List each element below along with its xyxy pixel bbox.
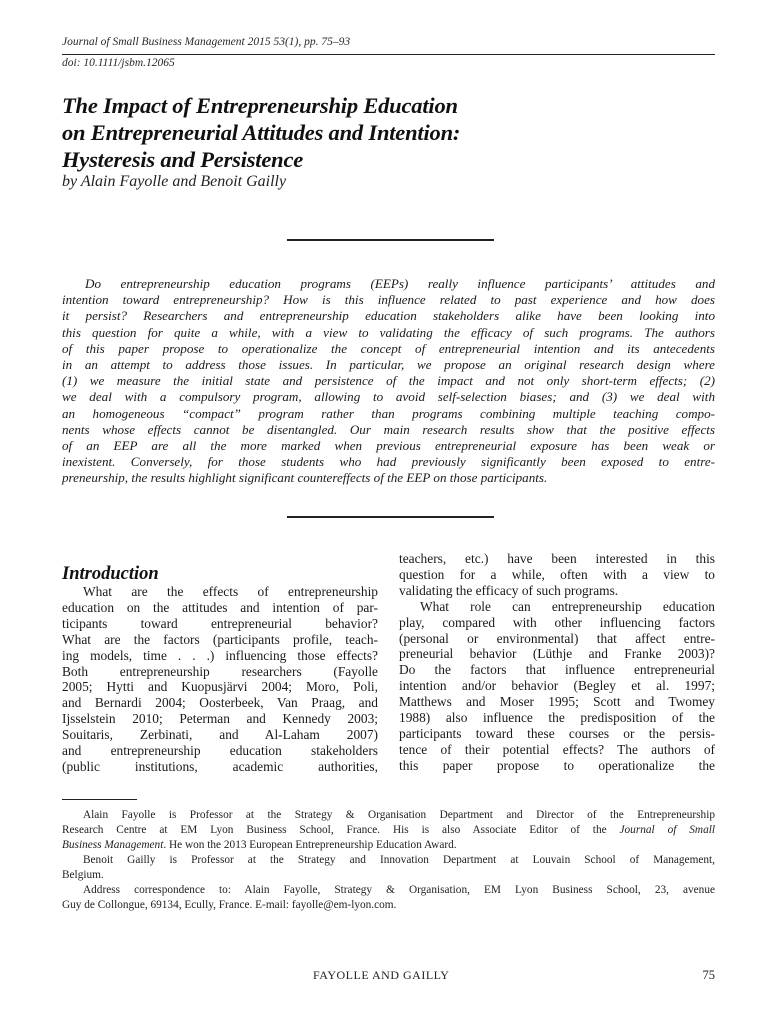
body-line: tence of their potential effects? The authors of [399,741,715,757]
body-line: (personal or environmental) that affect entre- [399,630,715,646]
abstract-line: preneurship, the results highlight significant countereffects of the EEP on those participants. [62,470,548,486]
body-line: education on the attitudes and intention of par- [62,599,378,615]
abstract-line: (1) we measure the initial state and persistence of the impact and not only short-term effects; (2) [62,373,715,389]
body-line: What are the factors (participants profile, teach- [62,631,378,647]
body-line: preneurial behavior (Lüthje and Franke 2003)? [399,646,715,662]
body-line: participants toward these courses or the persis- [399,725,715,741]
body-line: What role can entrepreneurship education [420,598,715,614]
body-line: validating the efficacy of such programs. [399,582,619,598]
body-line: question for a while, often with a view to [399,566,715,582]
title-line: The Impact of Entrepreneurship Education [62,93,458,118]
footnote-line: Belgium. [62,869,104,881]
body-line: ticipants toward entrepreneurial behavior? [62,615,378,631]
body-line: Souitaris, Zerbinati, and Al-Laham 2007) [62,727,378,743]
footnote-line [62,823,715,838]
running-head: FAYOLLE AND GAILLY [313,968,450,982]
journal-name-italic: Business Management [62,839,164,851]
body-column-left [62,564,378,775]
title-line: Hysteresis and Persistence [62,147,304,172]
footnote-line: Guy de Collongue, 69134, Ecully, France. E-mail: fayolle@em-lyon.com. [62,899,397,911]
abstract-line: of this paper propose to operationalize the concept of entrepreneurial intention and its antecedents [62,340,715,356]
abstract-line: nents whose effects cannot be disentangled. Our main research results show that the positive effects [62,421,715,437]
doi: doi: 10.1111/jsbm.12065 [62,57,175,69]
body-line: play, compared with other influencing factors [399,614,715,630]
title-line: on Entrepreneurial Attitudes and Intention: [62,120,461,145]
body-line: and entrepreneurship education stakeholders [62,743,378,759]
body-line: this paper propose to operationalize the [399,757,715,773]
body-line: Do the factors that influence entrepreneurial [399,662,715,678]
body-line: ing models, time . . .) influencing those effects? [62,647,378,663]
footnote-line: Benoit Gailly is Professor at the Strategy and Innovation Department at Louvain School of Management, [83,854,715,866]
abstract-line: we deal with a compulsory program, allowing to avoid self-selection biases; and (3) we deal with [62,389,715,405]
body-line: (public institutions, academic authorities, [62,758,378,774]
footnote-line: Address correspondence to: Alain Fayolle, Strategy & Organisation, EM Lyon Business School, 23, avenue [83,884,715,896]
footnote-line: Alain Fayolle is Professor at the Strategy & Organisation Department and Director of the Entrepreneurship [83,809,715,821]
abstract-line: in an attempt to address those issues. In particular, we propose an original research design where [62,357,715,373]
journal-name-italic: Journal of Small [619,824,715,836]
abstract-line: Do entrepreneurship education programs (EEPs) really influence participants’ attitudes and [85,276,715,291]
body-line: Both entrepreneurship researchers (Fayolle [62,663,378,679]
body-line: Matthews and Moser 1995; Scott and Twomey [399,694,715,710]
header-rule [62,54,715,55]
author-byline: by Alain Fayolle and Benoit Gailly [62,173,287,190]
abstract-bottom-rule [287,516,494,518]
footnote-text: . He won the 2013 European Entrepreneurship Education Award. [163,839,457,851]
body-line: and Bernardi 2004; Oosterbeek, Van Praag, and [62,695,378,711]
body-line: Ijsselstein 2010; Peterman and Kennedy 2003; [62,711,378,727]
author-footnotes [62,808,715,913]
abstract-line: of an EEP are all the more marked when previous entrepreneurial exposure has been weak or [62,438,715,454]
abstract-line: inexistent. Conversely, for those students who had previously significantly been exposed to entre- [62,454,715,470]
abstract-line: intention toward entrepreneurship? How is this influence related to past experience and how does [62,292,715,308]
footnote-rule [62,799,137,800]
body-line: teachers, etc.) have been interested in this [399,551,715,566]
journal-citation: Journal of Small Business Management 2015 53(1), pp. 75–93 [62,36,351,48]
body-line: 2005; Hytti and Kuopusjärvi 2004; Moro, Poli, [62,679,378,695]
body-line: What are the effects of entrepreneurship [83,584,378,599]
article-title [62,92,702,173]
body-line: intention and/or behavior (Begley et al. 1997; [399,678,715,694]
abstract-line: it persist? Researchers and entrepreneurship education stakeholders alike have been looking into [62,308,715,324]
abstract-top-rule [287,239,494,241]
footnote-text: Research Centre at EM Lyon Business School, France. His is also Associate Editor of the [62,824,620,836]
footnote-line [62,838,715,853]
abstract-line: this question for quite a while, with a view to validating the efficacy of such programs. The authors [62,324,715,340]
abstract-line: an homogeneous “compact” program rather than programs combining multiple teaching compo- [62,405,715,421]
body-line: 1988) also influence the predisposition of the [399,710,715,726]
page-number: 75 [702,968,715,982]
body-column-right [399,551,715,774]
section-heading: Introduction [62,564,159,584]
abstract [62,276,715,487]
